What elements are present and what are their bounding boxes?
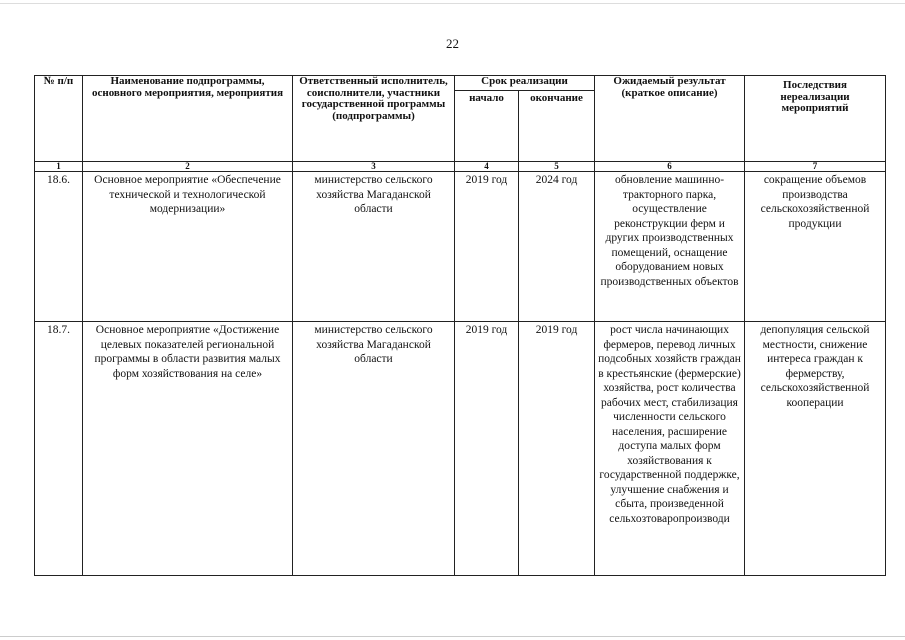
header-expected: Ожидаемый результат (краткое описание): [595, 76, 745, 162]
column-number: 7: [745, 162, 886, 172]
row-expected: рост числа начинающих фермеров, перевод личных подсобных хозяйств граждан в крестьянские (фермерские) хозяйства, рост количества рабочих мест, стабилизация численности сельского населения, расширение доступа малых форм хозяйствования к государственной поддержке, улучшение снабжения и сбыта, произведенной сельхозтоваропроизводи: [595, 322, 745, 576]
column-number-row: [35, 162, 886, 172]
row-name: Основное мероприятие «Достижение целевых показателей региональной программы в области развития малых форм хозяйствования на селе»: [83, 322, 293, 576]
row-end: 2024 год: [519, 172, 595, 322]
row-number: 18.7.: [35, 322, 83, 576]
header-period: Срок реализации: [455, 76, 595, 91]
column-number: 3: [293, 162, 455, 172]
header-responsible: Ответственный исполнитель, соисполнители, участники государственной программы (подпрограммы): [293, 76, 455, 162]
row-consequences: депопуляция сельской местности, снижение интереса граждан к фермерству, сельскохозяйственной кооперации: [745, 322, 886, 576]
header-start: начало: [455, 91, 519, 162]
column-number: 5: [519, 162, 595, 172]
row-end: 2019 год: [519, 322, 595, 576]
header-consequences: Последствия нереализации мероприятий: [745, 76, 886, 162]
page-number: 22: [446, 36, 459, 51]
row-start: 2019 год: [455, 172, 519, 322]
table-row: [35, 322, 886, 576]
scan-top-edge: [0, 3, 905, 4]
row-responsible: министерство сельского хозяйства Магаданской области: [293, 172, 455, 322]
header-num: № п/п: [35, 76, 83, 162]
header-name: Наименование подпрограммы, основного мероприятия, мероприятия: [83, 76, 293, 162]
scan-bottom-edge: [0, 636, 905, 637]
column-number: 2: [83, 162, 293, 172]
row-responsible: министерство сельского хозяйства Магаданской области: [293, 322, 455, 576]
column-number: 4: [455, 162, 519, 172]
row-consequences: сокращение объемов производства сельскохозяйственной продукции: [745, 172, 886, 322]
row-start: 2019 год: [455, 322, 519, 576]
row-name: Основное мероприятие «Обеспечение технической и технологической модернизации»: [83, 172, 293, 322]
row-expected: обновление машинно-тракторного парка, осуществление реконструкции ферм и других производственных помещений, оснащение оборудованием новых производственных объектов: [595, 172, 745, 322]
column-number: 6: [595, 162, 745, 172]
table-row: [35, 172, 886, 322]
header-end: окончание: [519, 91, 595, 162]
header-row: [35, 76, 886, 91]
column-number: 1: [35, 162, 83, 172]
row-number: 18.6.: [35, 172, 83, 322]
program-measures-table: [34, 75, 886, 576]
